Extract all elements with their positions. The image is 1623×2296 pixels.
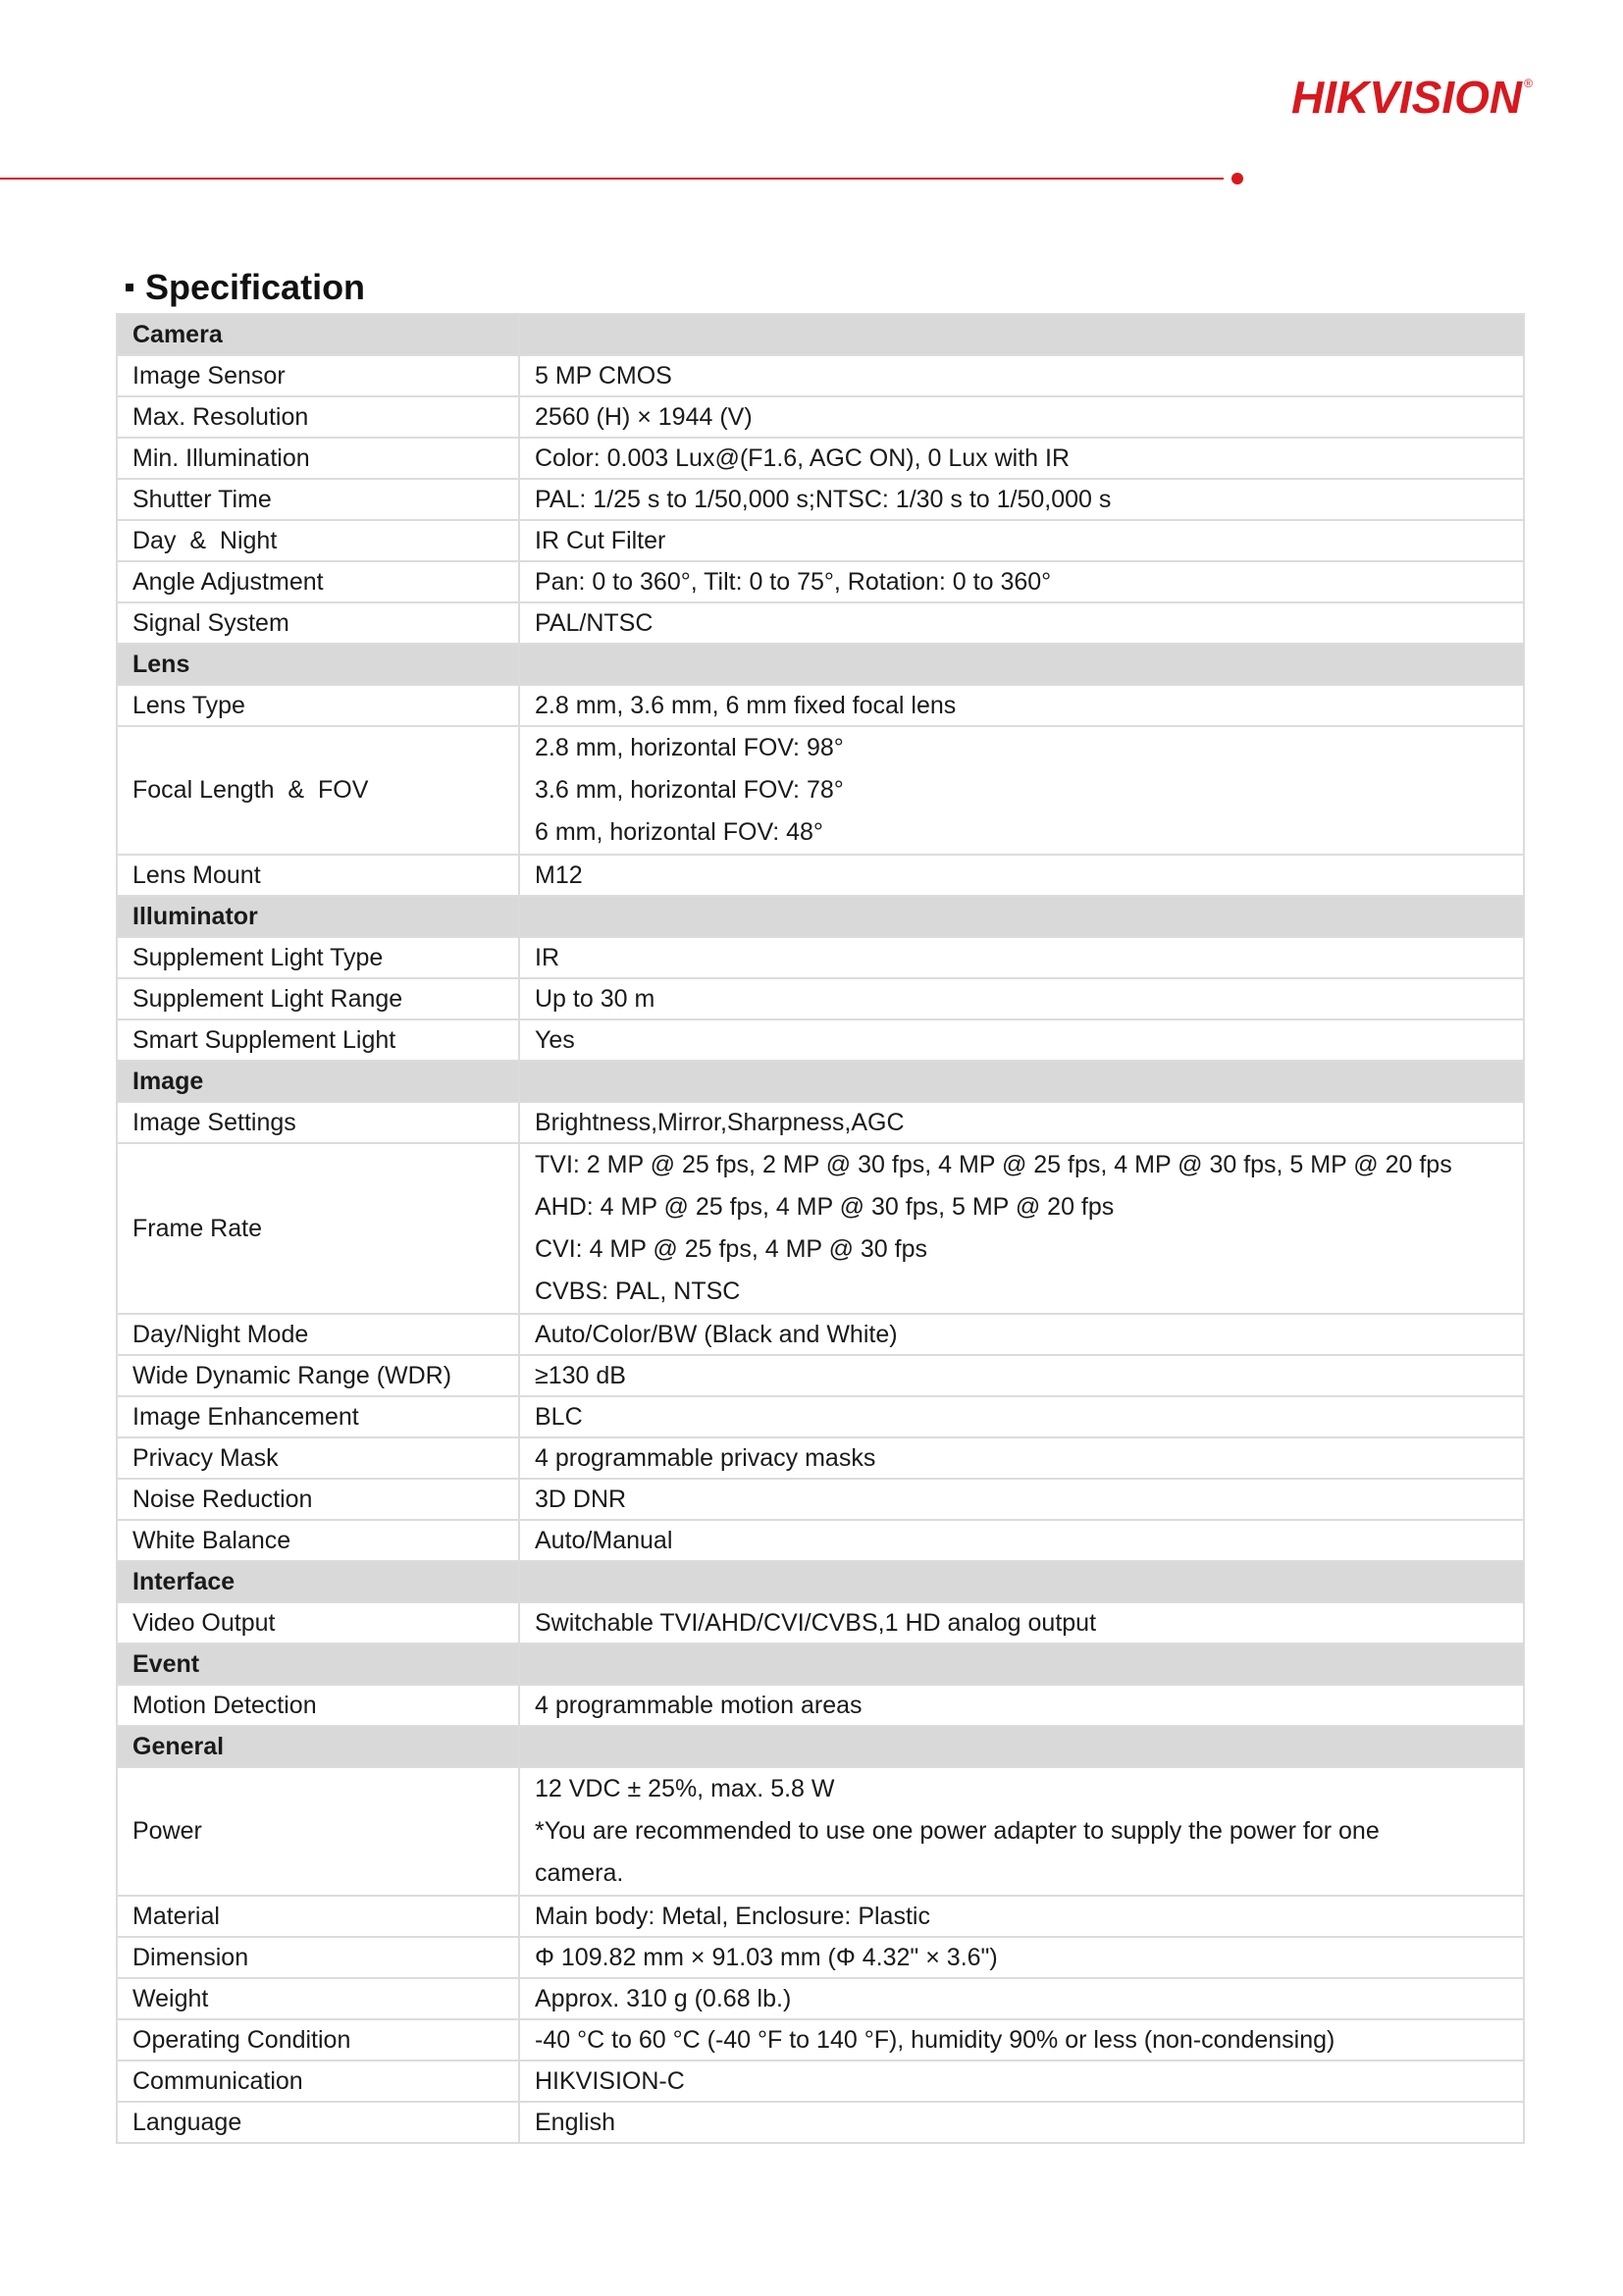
- spec-label: Angle Adjustment: [117, 561, 519, 602]
- spec-value: M12: [519, 855, 1524, 896]
- table-row: [117, 355, 1524, 396]
- specification-table: [116, 313, 1525, 2144]
- section-heading: Interface: [117, 1561, 519, 1602]
- spec-label: Image Enhancement: [117, 1396, 519, 1437]
- table-row: [117, 685, 1524, 726]
- spec-value: 4 programmable privacy masks: [519, 1437, 1524, 1479]
- table-row: [117, 1978, 1524, 2019]
- table-row: [117, 1937, 1524, 1978]
- spec-value: Switchable TVI/AHD/CVI/CVBS,1 HD analog output: [519, 1602, 1524, 1644]
- table-row: [117, 2019, 1524, 2061]
- header-divider-dot: [1231, 173, 1243, 184]
- spec-label: Day & Night: [117, 520, 519, 561]
- section-heading: Lens: [117, 644, 519, 685]
- value-line: CVI: 4 MP @ 25 fps, 4 MP @ 30 fps: [535, 1235, 927, 1263]
- spec-label: Video Output: [117, 1602, 519, 1644]
- value-line: *You are recommended to use one power adapter to supply the power for one: [535, 1817, 1380, 1845]
- spec-label: Signal System: [117, 602, 519, 644]
- spec-value: Approx. 310 g (0.68 lb.): [519, 1978, 1524, 2019]
- value-line: TVI: 2 MP @ 25 fps, 2 MP @ 30 fps, 4 MP @ 25 fps, 4 MP @ 30 fps, 5 MP @ 20 fps: [535, 1151, 1452, 1178]
- table-row: [117, 1896, 1524, 1937]
- value-line: AHD: 4 MP @ 25 fps, 4 MP @ 30 fps, 5 MP @ 20 fps: [535, 1193, 1115, 1221]
- section-heading: Image: [117, 1061, 519, 1102]
- spec-label: Day/Night Mode: [117, 1314, 519, 1355]
- spec-value: English: [519, 2102, 1524, 2143]
- spec-label: Image Settings: [117, 1102, 519, 1143]
- spec-label: Supplement Light Range: [117, 978, 519, 1019]
- table-row: [117, 1437, 1524, 1479]
- table-row: [117, 438, 1524, 479]
- spec-label: Image Sensor: [117, 355, 519, 396]
- section-image: [117, 1061, 1524, 1102]
- value-line: 3.6 mm, horizontal FOV: 78°: [535, 776, 844, 804]
- spec-value: [519, 1143, 1524, 1314]
- spec-value: [519, 1767, 1524, 1896]
- spec-label: Dimension: [117, 1937, 519, 1978]
- value-line: CVBS: PAL, NTSC: [535, 1278, 741, 1305]
- spec-label: Frame Rate: [117, 1143, 519, 1314]
- table-row: [117, 726, 1524, 855]
- table-row: [117, 1685, 1524, 1726]
- spec-value: Yes: [519, 1019, 1524, 1061]
- section-illuminator: [117, 896, 1524, 937]
- spec-value: HIKVISION-C: [519, 2061, 1524, 2102]
- table-row: [117, 1767, 1524, 1896]
- table-row: [117, 1314, 1524, 1355]
- section-heading: Camera: [117, 314, 519, 355]
- table-row: [117, 602, 1524, 644]
- spec-label: Language: [117, 2102, 519, 2143]
- spec-value: Pan: 0 to 360°, Tilt: 0 to 75°, Rotation: 0 to 360°: [519, 561, 1524, 602]
- table-row: [117, 1019, 1524, 1061]
- table-row: [117, 978, 1524, 1019]
- spec-value: 5 MP CMOS: [519, 355, 1524, 396]
- spec-label: Wide Dynamic Range (WDR): [117, 1355, 519, 1396]
- section-heading: General: [117, 1726, 519, 1767]
- section-lens: [117, 644, 1524, 685]
- spec-value: Φ 109.82 mm × 91.03 mm (Φ 4.32" × 3.6"): [519, 1937, 1524, 1978]
- section-general: [117, 1726, 1524, 1767]
- spec-label: Lens Mount: [117, 855, 519, 896]
- section-camera: [117, 314, 1524, 355]
- value-line: camera.: [535, 1859, 624, 1887]
- spec-label: Max. Resolution: [117, 396, 519, 438]
- value-line: 2.8 mm, horizontal FOV: 98°: [535, 734, 844, 761]
- spec-label: Focal Length & FOV: [117, 726, 519, 855]
- section-interface: [117, 1561, 1524, 1602]
- section-heading: Event: [117, 1644, 519, 1685]
- spec-label: Min. Illumination: [117, 438, 519, 479]
- table-row: [117, 1143, 1524, 1314]
- table-row: [117, 1520, 1524, 1561]
- table-row: [117, 1396, 1524, 1437]
- table-row: [117, 520, 1524, 561]
- section-event: [117, 1644, 1524, 1685]
- table-row: [117, 1479, 1524, 1520]
- spec-value: 2.8 mm, 3.6 mm, 6 mm fixed focal lens: [519, 685, 1524, 726]
- spec-label: Power: [117, 1767, 519, 1896]
- spec-value: Auto/Color/BW (Black and White): [519, 1314, 1524, 1355]
- table-row: [117, 1355, 1524, 1396]
- spec-value: 2560 (H) × 1944 (V): [519, 396, 1524, 438]
- hikvision-logo: HIKVISION ®: [1291, 72, 1533, 123]
- header-divider: [0, 178, 1224, 180]
- spec-value: IR: [519, 937, 1524, 978]
- spec-value: IR Cut Filter: [519, 520, 1524, 561]
- spec-label: Noise Reduction: [117, 1479, 519, 1520]
- spec-value: Main body: Metal, Enclosure: Plastic: [519, 1896, 1524, 1937]
- spec-value: Auto/Manual: [519, 1520, 1524, 1561]
- spec-value: 3D DNR: [519, 1479, 1524, 1520]
- table-row: [117, 2061, 1524, 2102]
- spec-label: Weight: [117, 1978, 519, 2019]
- spec-value: BLC: [519, 1396, 1524, 1437]
- spec-label: White Balance: [117, 1520, 519, 1561]
- spec-label: Smart Supplement Light: [117, 1019, 519, 1061]
- page-title: Specification: [126, 267, 365, 308]
- table-row: [117, 561, 1524, 602]
- bullet-square-icon: [126, 284, 133, 291]
- table-row: [117, 855, 1524, 896]
- spec-value: Brightness,Mirror,Sharpness,AGC: [519, 1102, 1524, 1143]
- table-row: [117, 937, 1524, 978]
- spec-value: ≥130 dB: [519, 1355, 1524, 1396]
- table-row: [117, 2102, 1524, 2143]
- spec-label: Operating Condition: [117, 2019, 519, 2061]
- spec-value: PAL/NTSC: [519, 602, 1524, 644]
- table-row: [117, 1602, 1524, 1644]
- spec-value: Up to 30 m: [519, 978, 1524, 1019]
- spec-label: Material: [117, 1896, 519, 1937]
- section-heading: Illuminator: [117, 896, 519, 937]
- spec-value: PAL: 1/25 s to 1/50,000 s;NTSC: 1/30 s to 1/50,000 s: [519, 479, 1524, 520]
- spec-label: Supplement Light Type: [117, 937, 519, 978]
- value-line: 12 VDC ± 25%, max. 5.8 W: [535, 1775, 835, 1802]
- table-row: [117, 479, 1524, 520]
- spec-label: Motion Detection: [117, 1685, 519, 1726]
- value-line: 6 mm, horizontal FOV: 48°: [535, 818, 823, 846]
- spec-label: Shutter Time: [117, 479, 519, 520]
- table-row: [117, 396, 1524, 438]
- table-row: [117, 1102, 1524, 1143]
- spec-value: Color: 0.003 Lux@(F1.6, AGC ON), 0 Lux with IR: [519, 438, 1524, 479]
- spec-label: Lens Type: [117, 685, 519, 726]
- spec-label: Privacy Mask: [117, 1437, 519, 1479]
- spec-value: -40 °C to 60 °C (-40 °F to 140 °F), humidity 90% or less (non-condensing): [519, 2019, 1524, 2061]
- spec-value: [519, 726, 1524, 855]
- spec-value: 4 programmable motion areas: [519, 1685, 1524, 1726]
- spec-label: Communication: [117, 2061, 519, 2102]
